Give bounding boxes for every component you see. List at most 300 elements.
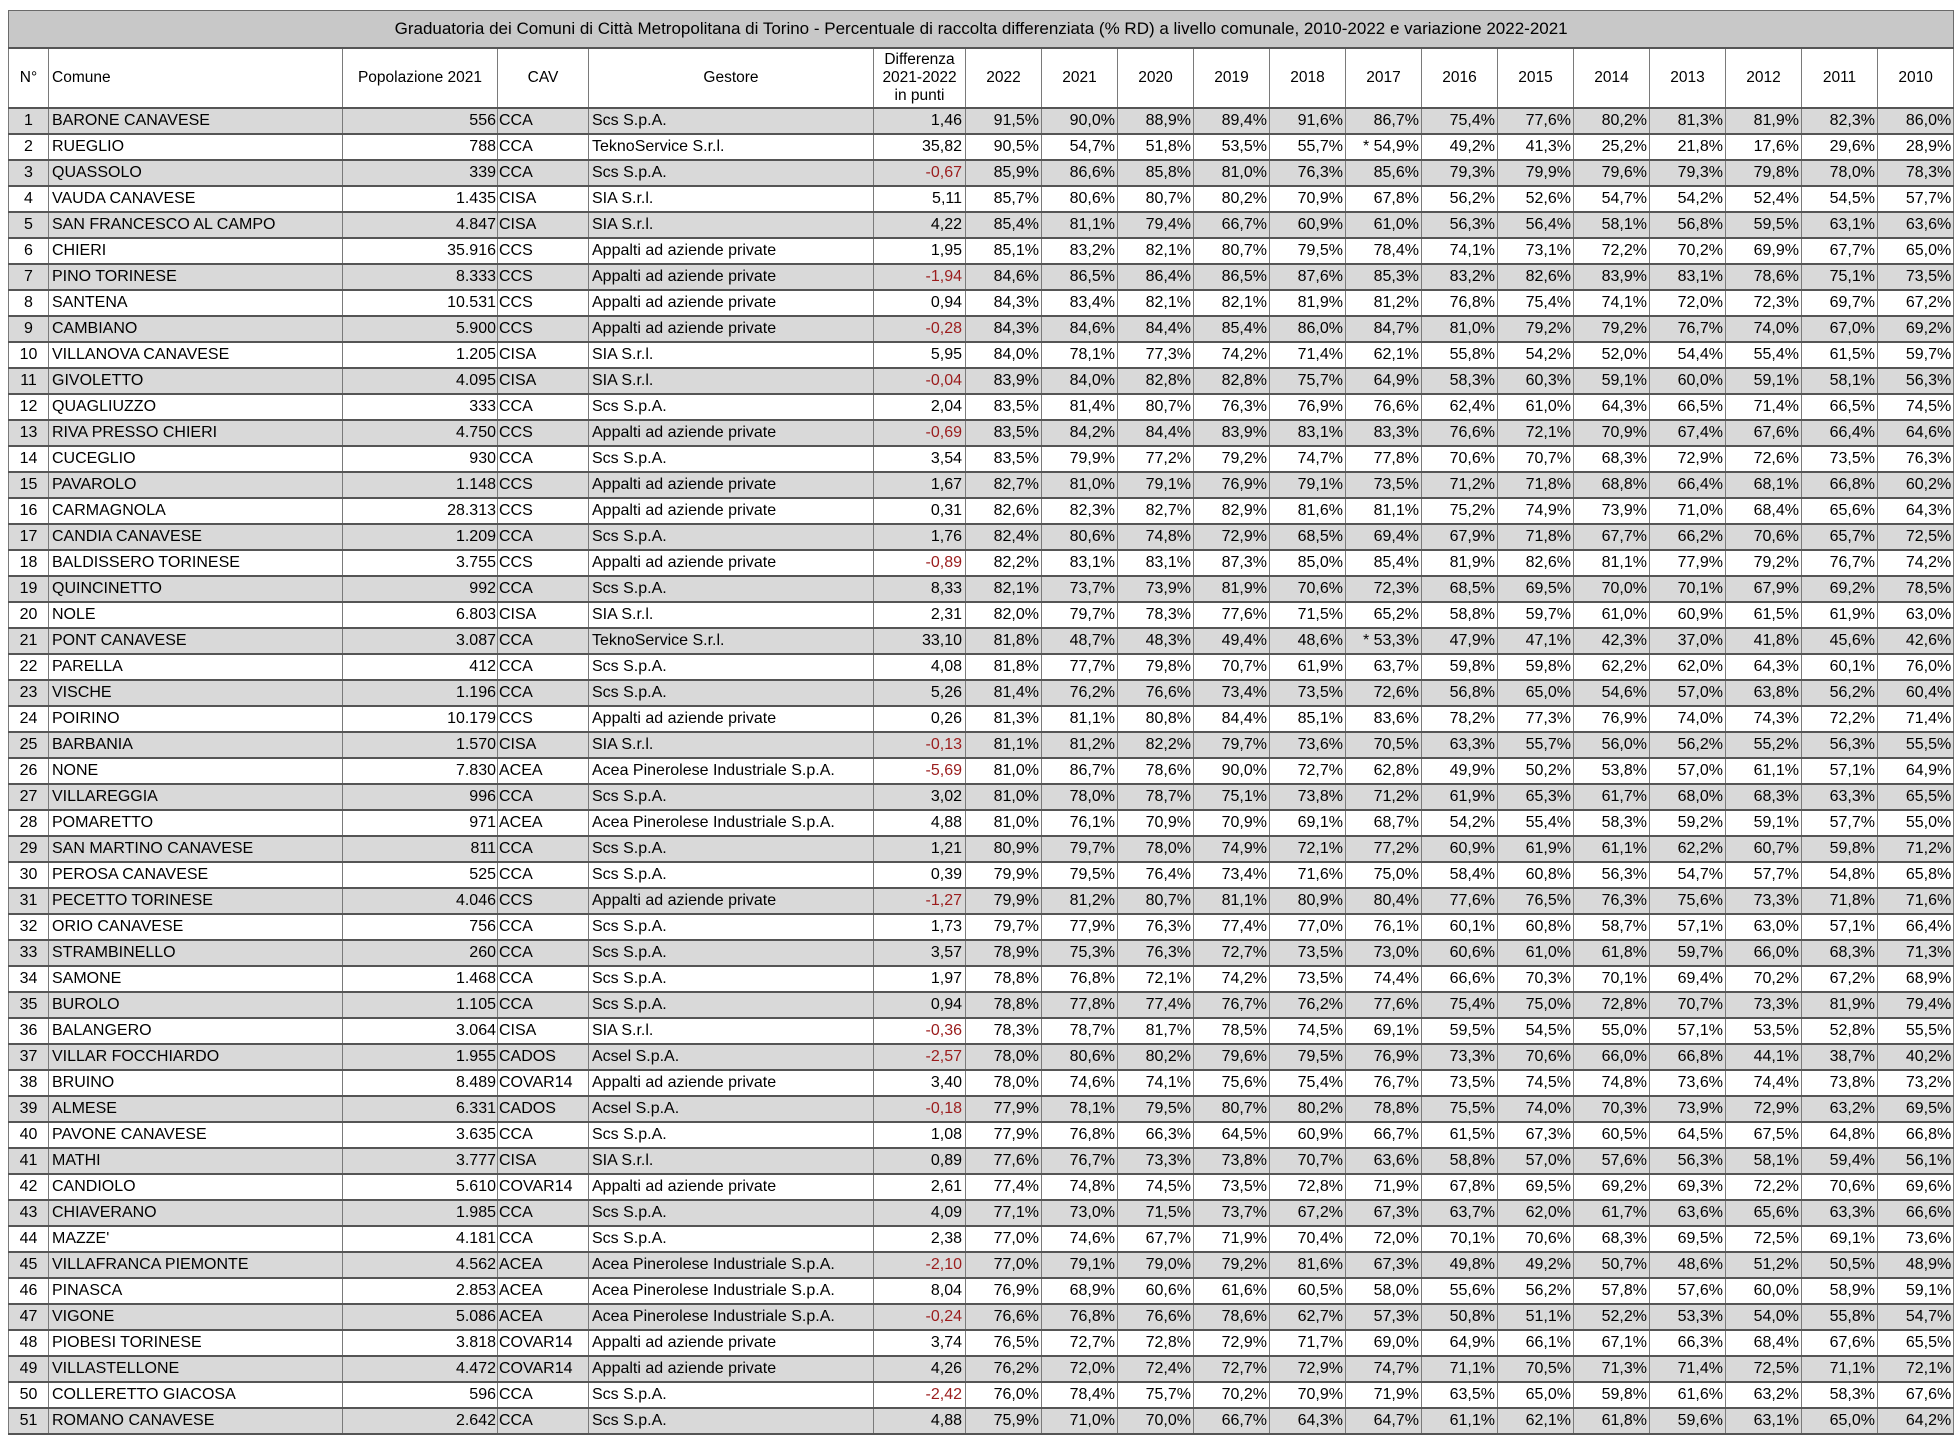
cell-comune: QUAGLIUZZO [49,394,343,420]
cell-pct-2010: 63,6% [1878,212,1954,238]
cell-pct-2017: 58,0% [1346,1278,1422,1304]
cell-cav: CISA [498,212,589,238]
cell-pct-2019: 82,8% [1194,368,1270,394]
cell-cav: CCA [498,1226,589,1252]
cell-rank: 1 [9,108,49,134]
cell-pct-2018: 73,8% [1270,784,1346,810]
cell-pct-2018: 81,9% [1270,290,1346,316]
cell-rank: 32 [9,914,49,940]
cell-popolazione: 3.755 [343,550,498,576]
cell-pct-2012: 64,3% [1726,654,1802,680]
header-year-2016: 2016 [1422,48,1498,108]
cell-gestore: Appalti ad aziende private [589,238,874,264]
cell-pct-2015: 79,9% [1498,160,1574,186]
table-row [9,1174,1954,1200]
cell-pct-2011: 38,7% [1802,1044,1878,1070]
cell-pct-2011: 63,3% [1802,1200,1878,1226]
cell-differenza: 1,21 [874,836,966,862]
cell-pct-2019: 72,7% [1194,940,1270,966]
cell-comune: CAMBIANO [49,316,343,342]
cell-pct-2010: 73,6% [1878,1226,1954,1252]
cell-pct-2022: 76,2% [966,1356,1042,1382]
cell-pct-2022: 85,7% [966,186,1042,212]
cell-rank: 37 [9,1044,49,1070]
cell-popolazione: 4.750 [343,420,498,446]
cell-gestore: Appalti ad aziende private [589,550,874,576]
cell-pct-2022: 83,5% [966,394,1042,420]
cell-pct-2017: 85,3% [1346,264,1422,290]
cell-pct-2016: 56,2% [1422,186,1498,212]
cell-pct-2013: 60,0% [1650,368,1726,394]
cell-cav: CCA [498,940,589,966]
cell-pct-2018: 71,4% [1270,342,1346,368]
cell-rank: 49 [9,1356,49,1382]
cell-pct-2022: 84,3% [966,316,1042,342]
cell-pct-2011: 61,9% [1802,602,1878,628]
cell-rank: 30 [9,862,49,888]
cell-pct-2015: 72,1% [1498,420,1574,446]
cell-gestore: Scs S.p.A. [589,992,874,1018]
cell-pct-2010: 56,1% [1878,1148,1954,1174]
cell-pct-2019: 77,4% [1194,914,1270,940]
cell-pct-2020: 79,8% [1118,654,1194,680]
cell-pct-2017: 72,3% [1346,576,1422,602]
table-row [9,1044,1954,1070]
cell-pct-2016: 56,8% [1422,680,1498,706]
cell-pct-2010: 64,9% [1878,758,1954,784]
table-row [9,264,1954,290]
cell-comune: MAZZE' [49,1226,343,1252]
cell-comune: BARONE CANAVESE [49,108,343,134]
cell-comune: PECETTO TORINESE [49,888,343,914]
cell-pct-2019: 64,5% [1194,1122,1270,1148]
cell-pct-2013: 69,5% [1650,1226,1726,1252]
table-row [9,836,1954,862]
cell-pct-2017: 75,0% [1346,862,1422,888]
cell-gestore: Scs S.p.A. [589,446,874,472]
cell-differenza: 2,61 [874,1174,966,1200]
cell-pct-2013: 59,6% [1650,1408,1726,1434]
cell-rank: 31 [9,888,49,914]
cell-comune: POIRINO [49,706,343,732]
cell-pct-2021: 76,8% [1042,1304,1118,1330]
cell-popolazione: 992 [343,576,498,602]
cell-pct-2013: 62,0% [1650,654,1726,680]
cell-pct-2019: 82,1% [1194,290,1270,316]
column-header-row [9,48,1954,108]
cell-pct-2014: 55,0% [1574,1018,1650,1044]
cell-comune: CUCEGLIO [49,446,343,472]
cell-pct-2012: 72,5% [1726,1226,1802,1252]
cell-pct-2019: 72,9% [1194,524,1270,550]
cell-pct-2014: 76,9% [1574,706,1650,732]
cell-pct-2020: 75,7% [1118,1382,1194,1408]
cell-pct-2016: 60,9% [1422,836,1498,862]
cell-pct-2022: 81,8% [966,654,1042,680]
cell-pct-2017: 81,2% [1346,290,1422,316]
cell-pct-2019: 73,5% [1194,1174,1270,1200]
cell-pct-2011: 58,1% [1802,368,1878,394]
cell-differenza: 0,31 [874,498,966,524]
cell-gestore: SIA S.r.l. [589,732,874,758]
cell-comune: PIOBESI TORINESE [49,1330,343,1356]
cell-pct-2011: 73,5% [1802,446,1878,472]
cell-pct-2014: 70,0% [1574,576,1650,602]
cell-rank: 16 [9,498,49,524]
cell-pct-2018: 79,5% [1270,1044,1346,1070]
cell-pct-2018: 71,6% [1270,862,1346,888]
cell-pct-2014: 72,2% [1574,238,1650,264]
cell-cav: CCA [498,394,589,420]
cell-cav: CISA [498,186,589,212]
table-row [9,654,1954,680]
cell-pct-2019: 72,7% [1194,1356,1270,1382]
cell-pct-2017: 76,9% [1346,1044,1422,1070]
cell-pct-2012: 54,0% [1726,1304,1802,1330]
cell-pct-2015: 61,0% [1498,940,1574,966]
cell-pct-2017: 67,3% [1346,1200,1422,1226]
cell-pct-2016: 61,5% [1422,1122,1498,1148]
cell-popolazione: 1.209 [343,524,498,550]
cell-pct-2011: 65,0% [1802,1408,1878,1434]
cell-pct-2020: 71,5% [1118,1200,1194,1226]
cell-pct-2014: 52,0% [1574,342,1650,368]
cell-pct-2015: 74,9% [1498,498,1574,524]
cell-pct-2012: 63,0% [1726,914,1802,940]
cell-pct-2019: 73,4% [1194,862,1270,888]
cell-pct-2016: 49,8% [1422,1252,1498,1278]
cell-differenza: 1,67 [874,472,966,498]
cell-pct-2010: 42,6% [1878,628,1954,654]
table-row [9,316,1954,342]
cell-pct-2020: 72,4% [1118,1356,1194,1382]
cell-pct-2016: 76,8% [1422,290,1498,316]
cell-pct-2021: 73,7% [1042,576,1118,602]
cell-pct-2013: 71,4% [1650,1356,1726,1382]
cell-pct-2017: 57,3% [1346,1304,1422,1330]
table-row [9,628,1954,654]
cell-pct-2018: 75,4% [1270,1070,1346,1096]
cell-comune: BALANGERO [49,1018,343,1044]
cell-popolazione: 8.489 [343,1070,498,1096]
cell-pct-2016: 79,3% [1422,160,1498,186]
header-year-2015: 2015 [1498,48,1574,108]
header-n: N° [9,48,49,108]
header-popolazione: Popolazione 2021 [343,48,498,108]
cell-pct-2011: 56,2% [1802,680,1878,706]
cell-pct-2014: 71,3% [1574,1356,1650,1382]
cell-rank: 6 [9,238,49,264]
header-year-2011: 2011 [1802,48,1878,108]
cell-pct-2019: 82,9% [1194,498,1270,524]
cell-gestore: Scs S.p.A. [589,1122,874,1148]
cell-cav: COVAR14 [498,1330,589,1356]
cell-comune: PEROSA CANAVESE [49,862,343,888]
cell-pct-2012: 59,1% [1726,368,1802,394]
cell-pct-2015: 77,3% [1498,706,1574,732]
cell-pct-2018: 48,6% [1270,628,1346,654]
cell-pct-2022: 76,6% [966,1304,1042,1330]
cell-pct-2018: 64,3% [1270,1408,1346,1434]
cell-pct-2020: 84,4% [1118,420,1194,446]
cell-pct-2015: 69,5% [1498,1174,1574,1200]
cell-pct-2014: 62,2% [1574,654,1650,680]
cell-pct-2020: 67,7% [1118,1226,1194,1252]
cell-pct-2015: 51,1% [1498,1304,1574,1330]
cell-gestore: Scs S.p.A. [589,784,874,810]
cell-pct-2016: 77,6% [1422,888,1498,914]
cell-popolazione: 1.570 [343,732,498,758]
cell-pct-2018: 70,4% [1270,1226,1346,1252]
cell-pct-2021: 48,7% [1042,628,1118,654]
cell-popolazione: 5.900 [343,316,498,342]
cell-pct-2011: 67,0% [1802,316,1878,342]
cell-pct-2014: 67,7% [1574,524,1650,550]
cell-pct-2013: 75,6% [1650,888,1726,914]
cell-pct-2010: 63,0% [1878,602,1954,628]
cell-pct-2012: 61,1% [1726,758,1802,784]
cell-pct-2019: 79,2% [1194,1252,1270,1278]
cell-pct-2021: 74,6% [1042,1070,1118,1096]
cell-pct-2019: 74,2% [1194,342,1270,368]
cell-gestore: Acea Pinerolese Industriale S.p.A. [589,1304,874,1330]
cell-comune: ALMESE [49,1096,343,1122]
cell-pct-2013: 66,5% [1650,394,1726,420]
cell-pct-2017: 76,7% [1346,1070,1422,1096]
cell-pct-2018: 73,6% [1270,732,1346,758]
cell-pct-2015: 71,8% [1498,524,1574,550]
cell-rank: 25 [9,732,49,758]
cell-pct-2018: 83,1% [1270,420,1346,446]
cell-gestore: Scs S.p.A. [589,1226,874,1252]
cell-pct-2010: 59,7% [1878,342,1954,368]
cell-pct-2016: 74,1% [1422,238,1498,264]
cell-pct-2018: 68,5% [1270,524,1346,550]
cell-popolazione: 4.472 [343,1356,498,1382]
cell-pct-2018: 69,1% [1270,810,1346,836]
cell-pct-2022: 81,0% [966,758,1042,784]
cell-rank: 21 [9,628,49,654]
cell-pct-2021: 72,0% [1042,1356,1118,1382]
cell-pct-2015: 75,0% [1498,992,1574,1018]
cell-pct-2013: 54,2% [1650,186,1726,212]
cell-pct-2020: 72,1% [1118,966,1194,992]
cell-pct-2021: 79,5% [1042,862,1118,888]
cell-pct-2018: 55,7% [1270,134,1346,160]
cell-pct-2016: 63,7% [1422,1200,1498,1226]
cell-pct-2015: 60,8% [1498,862,1574,888]
cell-pct-2012: 72,3% [1726,290,1802,316]
cell-pct-2018: 70,9% [1270,1382,1346,1408]
cell-pct-2012: 71,4% [1726,394,1802,420]
cell-differenza: 1,73 [874,914,966,940]
cell-pct-2013: 66,8% [1650,1044,1726,1070]
cell-pct-2010: 60,2% [1878,472,1954,498]
cell-pct-2010: 71,4% [1878,706,1954,732]
cell-pct-2012: 67,5% [1726,1122,1802,1148]
cell-pct-2017: 72,0% [1346,1226,1422,1252]
ranking-table [8,10,1954,1435]
cell-cav: CCA [498,1200,589,1226]
cell-pct-2013: 76,7% [1650,316,1726,342]
cell-differenza: 3,02 [874,784,966,810]
cell-comune: RUEGLIO [49,134,343,160]
cell-pct-2022: 78,3% [966,1018,1042,1044]
cell-cav: ACEA [498,1278,589,1304]
cell-pct-2015: 50,2% [1498,758,1574,784]
cell-pct-2022: 91,5% [966,108,1042,134]
cell-pct-2017: 69,4% [1346,524,1422,550]
cell-pct-2011: 65,6% [1802,498,1878,524]
cell-pct-2018: 72,8% [1270,1174,1346,1200]
cell-pct-2014: 74,8% [1574,1070,1650,1096]
cell-popolazione: 4.095 [343,368,498,394]
cell-pct-2011: 57,1% [1802,914,1878,940]
cell-pct-2020: 70,0% [1118,1408,1194,1434]
cell-pct-2022: 82,4% [966,524,1042,550]
cell-cav: CCS [498,550,589,576]
cell-pct-2016: 58,8% [1422,1148,1498,1174]
cell-pct-2020: 74,8% [1118,524,1194,550]
cell-pct-2011: 81,9% [1802,992,1878,1018]
cell-comune: RIVA PRESSO CHIERI [49,420,343,446]
cell-pct-2021: 78,1% [1042,1096,1118,1122]
table-row [9,992,1954,1018]
cell-pct-2021: 76,8% [1042,1122,1118,1148]
cell-pct-2012: 72,6% [1726,446,1802,472]
cell-pct-2015: 69,5% [1498,576,1574,602]
cell-cav: CISA [498,1018,589,1044]
cell-pct-2014: 66,0% [1574,1044,1650,1070]
cell-pct-2013: 61,6% [1650,1382,1726,1408]
cell-pct-2011: 58,9% [1802,1278,1878,1304]
table-row [9,784,1954,810]
cell-pct-2011: 67,6% [1802,1330,1878,1356]
cell-cav: CCA [498,1408,589,1434]
cell-pct-2016: 49,9% [1422,758,1498,784]
cell-comune: VILLAREGGIA [49,784,343,810]
cell-popolazione: 1.105 [343,992,498,1018]
cell-gestore: TeknoService S.r.l. [589,628,874,654]
cell-pct-2010: 76,3% [1878,446,1954,472]
cell-pct-2019: 74,2% [1194,966,1270,992]
cell-pct-2015: 67,3% [1498,1122,1574,1148]
cell-pct-2017: 85,6% [1346,160,1422,186]
cell-pct-2017: 63,7% [1346,654,1422,680]
cell-pct-2015: 74,0% [1498,1096,1574,1122]
cell-pct-2019: 79,2% [1194,446,1270,472]
cell-pct-2019: 84,4% [1194,706,1270,732]
cell-rank: 22 [9,654,49,680]
cell-gestore: Appalti ad aziende private [589,1174,874,1200]
cell-pct-2022: 83,5% [966,420,1042,446]
cell-comune: CHIERI [49,238,343,264]
cell-pct-2020: 80,7% [1118,394,1194,420]
table-body [9,108,1954,1434]
cell-pct-2018: 60,9% [1270,1122,1346,1148]
table-row [9,212,1954,238]
table-row [9,1356,1954,1382]
cell-pct-2021: 79,1% [1042,1252,1118,1278]
cell-popolazione: 6.331 [343,1096,498,1122]
cell-pct-2020: 86,4% [1118,264,1194,290]
cell-pct-2019: 49,4% [1194,628,1270,654]
cell-pct-2014: 72,8% [1574,992,1650,1018]
cell-rank: 45 [9,1252,49,1278]
cell-pct-2011: 66,8% [1802,472,1878,498]
cell-comune: BARBANIA [49,732,343,758]
cell-comune: VILLANOVA CANAVESE [49,342,343,368]
cell-popolazione: 28.313 [343,498,498,524]
cell-pct-2018: 74,5% [1270,1018,1346,1044]
cell-pct-2017: * 54,9% [1346,134,1422,160]
cell-pct-2015: 55,7% [1498,732,1574,758]
cell-pct-2018: 81,6% [1270,498,1346,524]
cell-pct-2021: 77,7% [1042,654,1118,680]
cell-pct-2011: 82,3% [1802,108,1878,134]
cell-pct-2021: 54,7% [1042,134,1118,160]
cell-pct-2011: 50,5% [1802,1252,1878,1278]
cell-cav: COVAR14 [498,1174,589,1200]
cell-pct-2021: 78,7% [1042,1018,1118,1044]
cell-pct-2022: 78,8% [966,992,1042,1018]
cell-pct-2020: 78,7% [1118,784,1194,810]
cell-pct-2010: 57,7% [1878,186,1954,212]
cell-pct-2017: 71,9% [1346,1382,1422,1408]
cell-differenza: 8,33 [874,576,966,602]
cell-differenza: -0,89 [874,550,966,576]
cell-pct-2010: 78,5% [1878,576,1954,602]
cell-cav: CISA [498,1148,589,1174]
cell-pct-2018: 61,9% [1270,654,1346,680]
cell-cav: CCA [498,134,589,160]
cell-pct-2016: 58,4% [1422,862,1498,888]
cell-differenza: 0,89 [874,1148,966,1174]
cell-gestore: Acea Pinerolese Industriale S.p.A. [589,1252,874,1278]
cell-pct-2014: 56,3% [1574,862,1650,888]
cell-pct-2015: 73,1% [1498,238,1574,264]
cell-pct-2015: 54,2% [1498,342,1574,368]
cell-pct-2010: 73,5% [1878,264,1954,290]
cell-pct-2010: 48,9% [1878,1252,1954,1278]
cell-differenza: 2,38 [874,1226,966,1252]
cell-comune: SAN FRANCESCO AL CAMPO [49,212,343,238]
cell-pct-2015: 77,6% [1498,108,1574,134]
cell-pct-2020: 76,3% [1118,914,1194,940]
cell-cav: CCS [498,264,589,290]
cell-pct-2011: 66,4% [1802,420,1878,446]
cell-pct-2022: 81,1% [966,732,1042,758]
cell-pct-2015: 59,8% [1498,654,1574,680]
cell-pct-2021: 77,8% [1042,992,1118,1018]
cell-pct-2012: 67,9% [1726,576,1802,602]
cell-pct-2020: 81,7% [1118,1018,1194,1044]
cell-rank: 51 [9,1408,49,1434]
cell-pct-2016: 71,2% [1422,472,1498,498]
cell-comune: VILLAFRANCA PIEMONTE [49,1252,343,1278]
cell-pct-2021: 76,7% [1042,1148,1118,1174]
cell-pct-2010: 72,5% [1878,524,1954,550]
cell-pct-2019: 75,1% [1194,784,1270,810]
cell-differenza: 0,94 [874,992,966,1018]
cell-pct-2012: 74,4% [1726,1070,1802,1096]
cell-pct-2012: 44,1% [1726,1044,1802,1070]
cell-gestore: Appalti ad aziende private [589,498,874,524]
cell-pct-2019: 66,7% [1194,1408,1270,1434]
cell-pct-2016: 70,1% [1422,1226,1498,1252]
cell-pct-2016: 83,2% [1422,264,1498,290]
cell-popolazione: 5.610 [343,1174,498,1200]
